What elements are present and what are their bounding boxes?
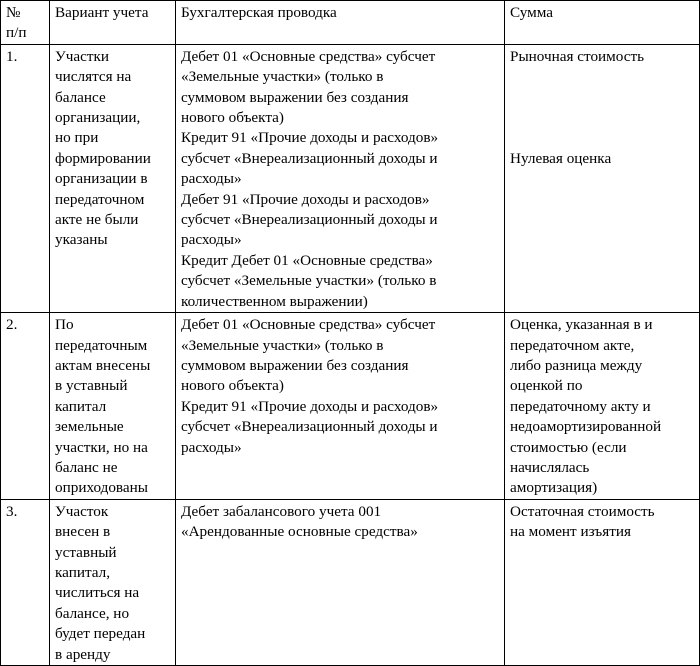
variant-line: формировании: [55, 149, 151, 167]
sum-line: на момент изъятия: [510, 523, 631, 541]
sum-line: передаточном акте,: [510, 336, 635, 354]
variant-line: внесен в: [55, 523, 111, 541]
variant-line: в уставный: [55, 377, 128, 395]
posting-line: суммовом выражении без создания: [181, 88, 409, 106]
sum-line: Нулевая оценка: [510, 150, 612, 168]
header-variant-cell: [50, 1, 176, 45]
variant-line: организации в: [55, 170, 148, 188]
variant-line: акте не были: [55, 211, 139, 229]
variant-line: в аренду: [55, 645, 111, 663]
posting-line: субсчет «Внереализационный доходы и: [181, 211, 438, 229]
table-row: [1, 313, 700, 500]
posting-line: нового объекта): [181, 377, 284, 395]
sum-cell: [505, 499, 700, 665]
posting-cell: [176, 499, 505, 665]
sum-cell: [505, 313, 700, 500]
header-number-line: п/п: [6, 24, 27, 42]
posting-line: Кредит 91 «Прочие доходы и расходов»: [181, 397, 439, 415]
table-row: [1, 499, 700, 665]
variant-line: но при: [55, 129, 99, 147]
sum-line: передаточному акту и: [510, 397, 651, 415]
row-number-cell: [1, 499, 50, 665]
variant-line: балансе, но: [55, 604, 130, 622]
variant-line: передаточном: [55, 190, 145, 208]
sum-line: амортизация): [510, 479, 598, 497]
posting-line: субсчет «Земельные участки» (только в: [181, 272, 437, 290]
variant-line: По: [55, 316, 74, 334]
posting-cell: [176, 44, 505, 312]
row-number: 3.: [6, 502, 18, 520]
header-number-cell: [1, 1, 50, 45]
variant-cell: [50, 44, 176, 312]
variant-line: передаточным: [55, 336, 148, 354]
variant-line: организации,: [55, 109, 141, 127]
posting-line: «Арендованные основные средства»: [181, 523, 418, 541]
variant-line: Участки: [55, 47, 110, 65]
variant-line: балансе: [55, 88, 106, 106]
posting-line: нового объекта): [181, 109, 284, 127]
posting-line: расходы»: [181, 170, 242, 188]
table-header-row: [1, 1, 700, 45]
posting-line: расходы»: [181, 438, 242, 456]
sum-line: Остаточная стоимость: [510, 502, 655, 520]
variant-line: капитал,: [55, 563, 111, 581]
variant-line: капитал: [55, 397, 107, 415]
posting-line: субсчет «Внереализационный доходы и: [181, 149, 438, 167]
variant-line: актам внесены: [55, 356, 151, 374]
header-variant: Вариант учета: [55, 4, 149, 21]
sum-line: начислялась: [510, 458, 590, 476]
row-number: 1.: [6, 47, 18, 65]
posting-line: «Земельные участки» (только в: [181, 336, 384, 354]
posting-line: Дебет забалансового учета 001: [181, 502, 382, 520]
variant-cell: [50, 499, 176, 665]
variant-line: числиться на: [55, 584, 140, 602]
variant-line: уставный: [55, 543, 117, 561]
header-posting-cell: [176, 1, 505, 45]
posting-line: Кредит Дебет 01 «Основные средства»: [181, 251, 433, 269]
row-number: 2.: [6, 316, 18, 334]
variant-line: земельные: [55, 418, 124, 436]
posting-line: Дебет 91 «Прочие доходы и расходов»: [181, 190, 430, 208]
header-sum-cell: [505, 1, 700, 45]
variant-line: оприходованы: [55, 479, 148, 497]
header-posting: Бухгалтерская проводка: [181, 4, 337, 21]
variant-cell: [50, 313, 176, 500]
posting-cell: [176, 313, 505, 500]
posting-line: субсчет «Внереализационный доходы и: [181, 418, 438, 436]
sum-spacer: [510, 67, 694, 149]
sum-cell: [505, 44, 700, 312]
variant-line: Участок: [55, 502, 109, 520]
sum-line: либо разница между: [510, 356, 643, 374]
variant-line: баланс не: [55, 458, 118, 476]
sum-line: Оценка, указанная в и: [510, 316, 653, 334]
posting-line: суммовом выражении без создания: [181, 356, 409, 374]
sum-line: стоимостью (если: [510, 438, 627, 456]
sum-line: недоамортизированной: [510, 418, 662, 436]
sum-line: оценкой по: [510, 377, 583, 395]
posting-line: Дебет 01 «Основные средства» субсчет: [181, 316, 436, 334]
posting-line: расходы»: [181, 231, 242, 249]
table-row: [1, 44, 700, 312]
row-number-cell: [1, 44, 50, 312]
posting-line: «Земельные участки» (только в: [181, 68, 384, 86]
header-number-line: №: [6, 4, 21, 21]
posting-line: Дебет 01 «Основные средства» субсчет: [181, 47, 436, 65]
variant-line: указаны: [55, 231, 108, 249]
posting-line: количественном выражении): [181, 292, 368, 310]
header-sum: Сумма: [510, 4, 554, 21]
row-number-cell: [1, 313, 50, 500]
variant-line: будет передан: [55, 625, 146, 643]
sum-line: Рыночная стоимость: [510, 47, 645, 65]
posting-line: Кредит 91 «Прочие доходы и расходов»: [181, 129, 439, 147]
variant-line: участки, но на: [55, 438, 148, 456]
variant-line: числятся на: [55, 68, 132, 86]
